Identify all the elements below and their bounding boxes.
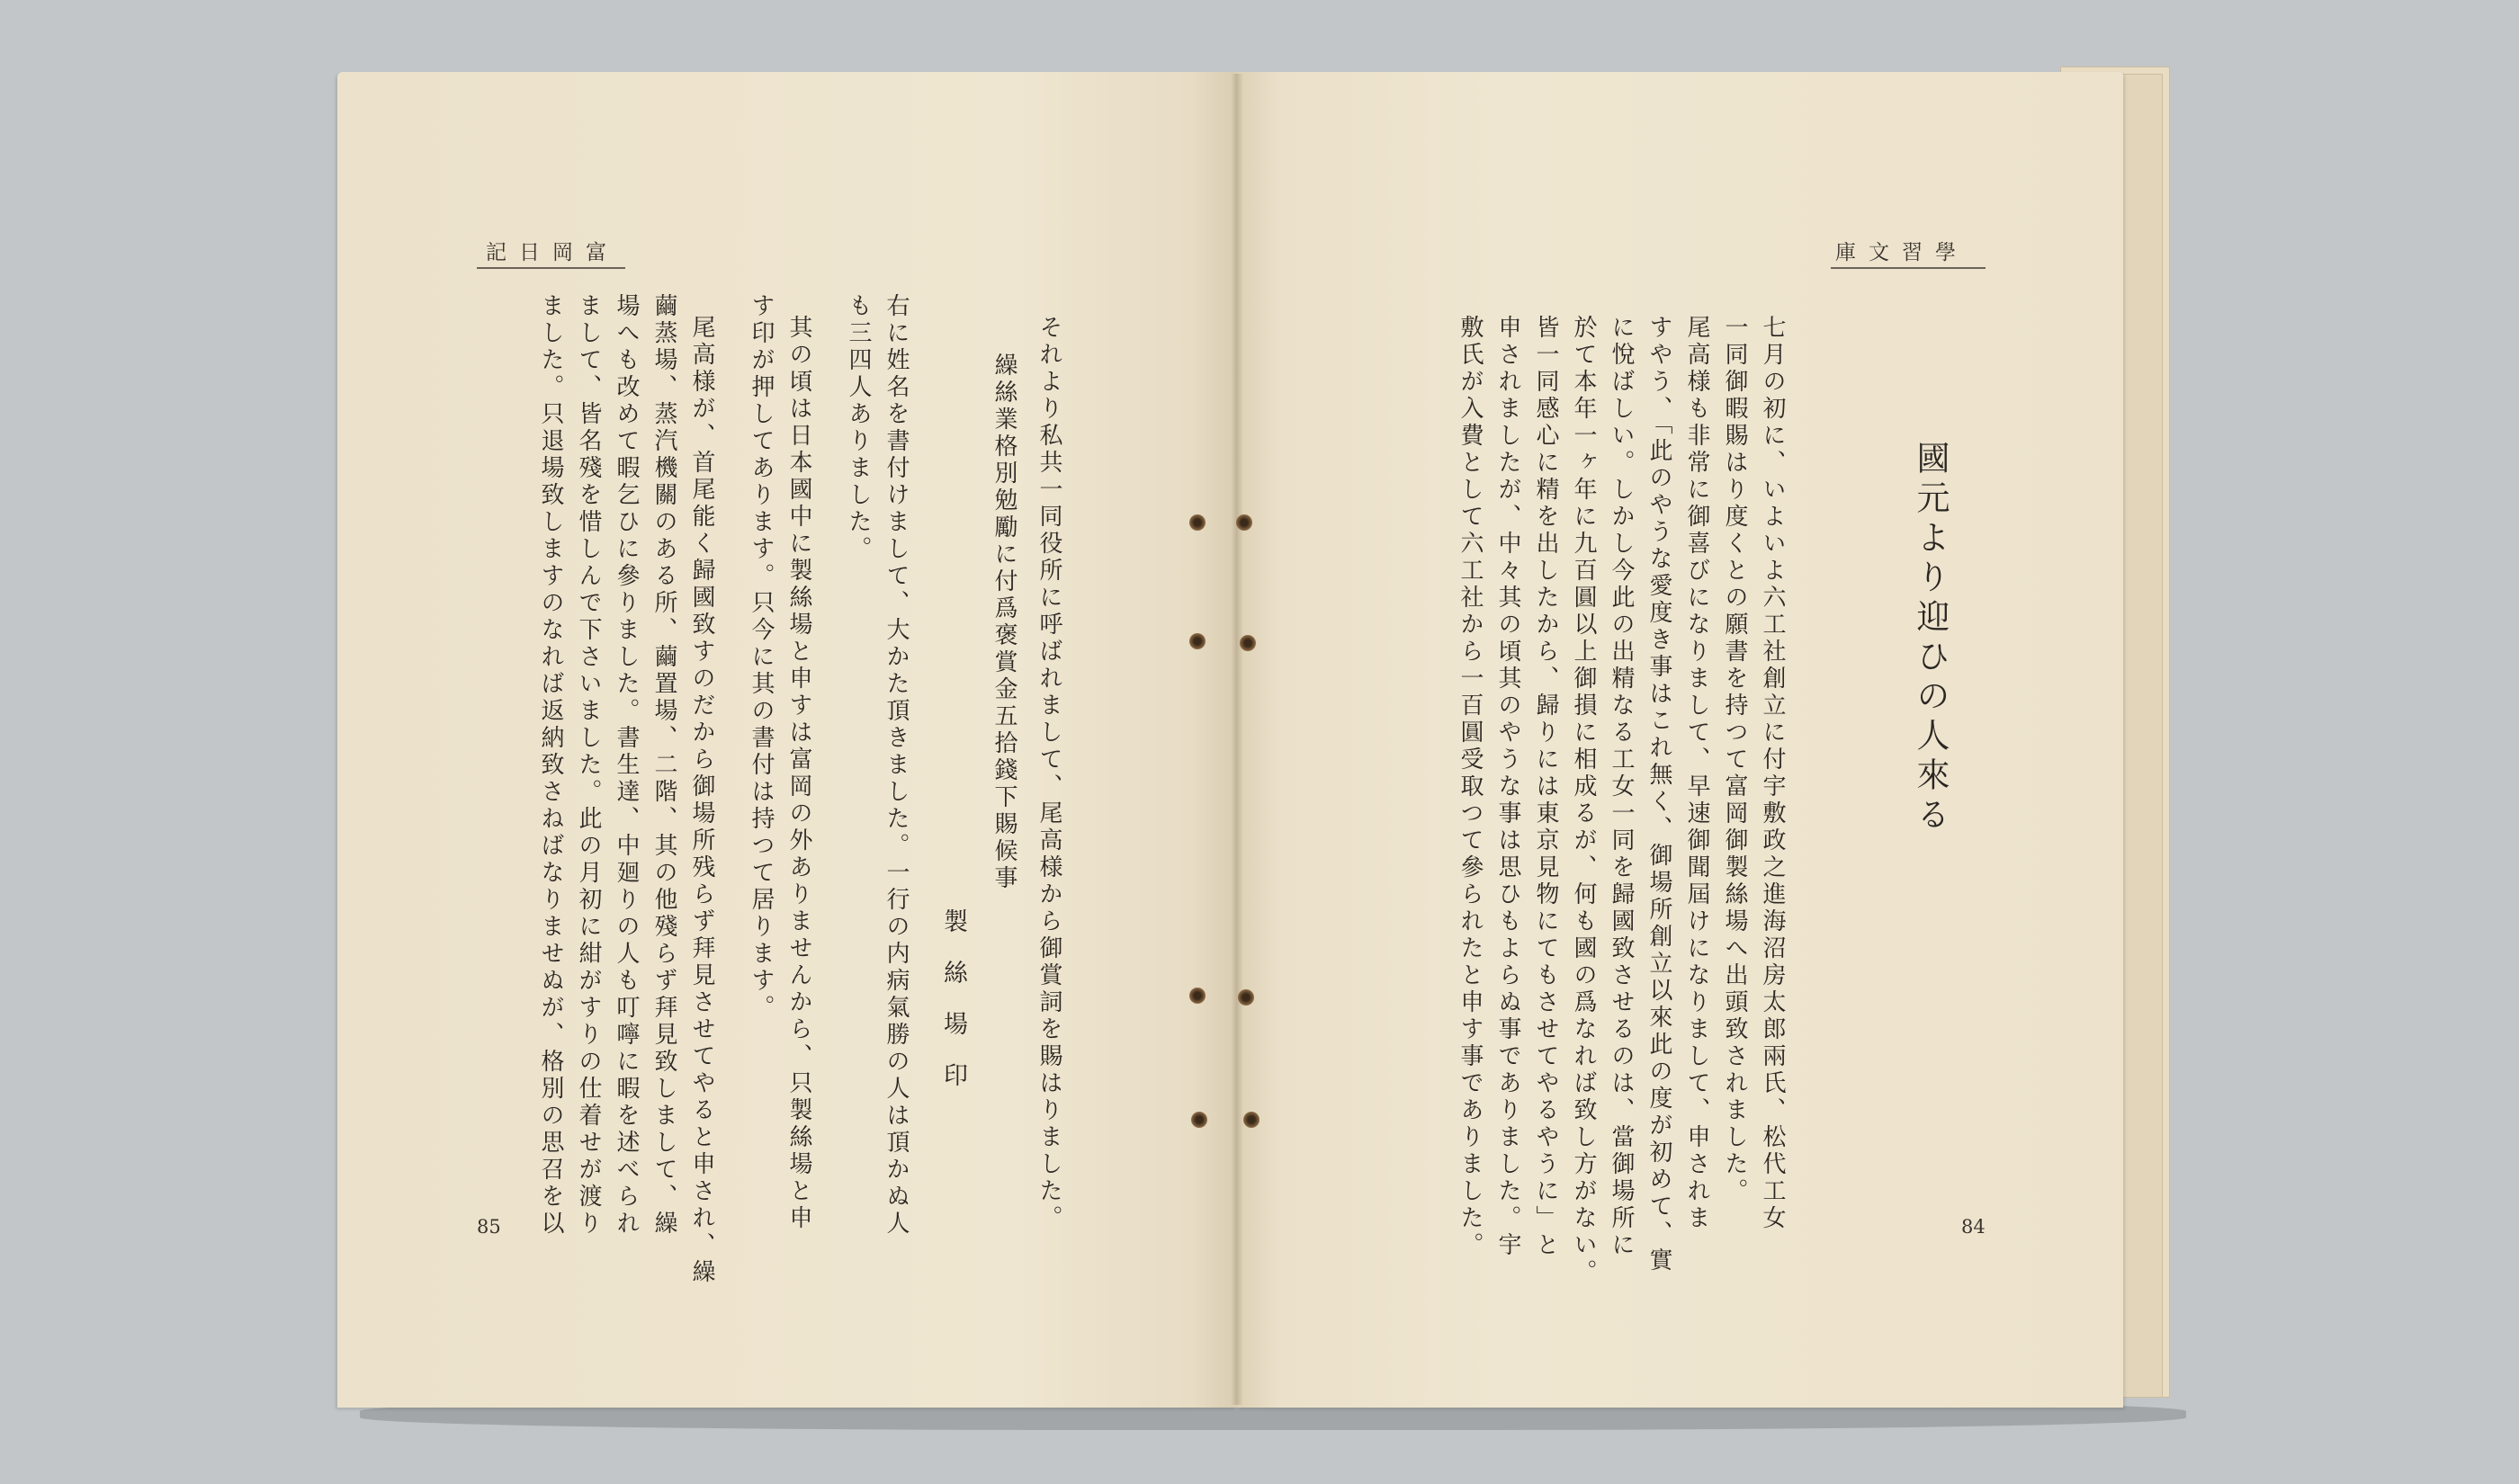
text-line: 繭蒸場、蒸汽機關のある所、繭置場、二階、其の他殘らず拜見致しまして、繰 bbox=[650, 293, 677, 1238]
text-line: 於て本年一ヶ年に九百圓以上御損に相成るが、何も國の爲なれば致し方がない。 bbox=[1570, 315, 1597, 1286]
binding-hole bbox=[1240, 635, 1256, 651]
binding-hole bbox=[1236, 514, 1252, 531]
text-line: それより私共一同役所に呼ばれまして、尾高様から御賞詞を賜はりました。 bbox=[1035, 315, 1062, 1232]
text-line: 尾高様が、首尾能く歸國致すのだから御場所残らず拜見させてやると申され、繰 bbox=[688, 315, 715, 1286]
text-line: 其の頃は日本國中に製絲場と申すは富岡の外ありませんから、只製絲場と申 bbox=[785, 315, 812, 1232]
text-line: 繰絲業格別勉勵に付爲褒賞金五拾錢下賜候事 bbox=[991, 353, 1017, 892]
chapter-title: 國元より迎ひの人來る bbox=[1911, 441, 1950, 836]
binding-hole bbox=[1189, 988, 1206, 1004]
text-line: 皆一同感心に精を出したから、歸りには東京見物にてもさせてやるやうに」と bbox=[1532, 315, 1559, 1259]
book-gutter bbox=[1231, 74, 1243, 1405]
text-line: 申されましたが、中々其の頃其のやうな事は思ひもよらぬ事でありました。宇 bbox=[1494, 315, 1521, 1259]
text-line: 敷氏が入費として六工社から一百圓受取つて參られたと申す事でありました。 bbox=[1457, 315, 1484, 1259]
text-line: 右に姓名を書付けまして、大かた頂きました。一行の内病氣勝の人は頂かぬ人 bbox=[883, 293, 910, 1238]
right-page bbox=[1237, 72, 2123, 1408]
text-line: 場へも改めて暇乞ひに參りました。書生達、中廻りの人も叮嚀に暇を述べられ bbox=[613, 293, 640, 1238]
text-line: 七月の初に、いよいよ六工社創立に付宇敷政之進海沼房太郎兩氏、松代工女 bbox=[1759, 315, 1786, 1232]
header-rule bbox=[1831, 267, 1986, 269]
running-header: 記日岡富 bbox=[486, 241, 619, 264]
text-line: に悅ばしい。しかし今此の出精なる工女一同を歸國致させるのは、當御場所に bbox=[1608, 315, 1635, 1259]
running-header: 庫文習學 bbox=[1835, 241, 1968, 264]
page-number: 85 bbox=[477, 1216, 501, 1238]
text-line: すやう、「此のやうな愛度き事はこれ無く、御場所創立以來此の度が初めて、實 bbox=[1645, 315, 1672, 1274]
binding-hole bbox=[1191, 1112, 1207, 1128]
text-line: も三四人ありました。 bbox=[845, 293, 872, 563]
binding-hole bbox=[1189, 514, 1206, 531]
binding-hole bbox=[1238, 989, 1254, 1006]
text-line: 尾高様も非常に御喜びになりまして、早速御聞屆けになりまして、申されま bbox=[1683, 315, 1710, 1232]
section-title: 製絲場印 bbox=[939, 908, 967, 1113]
text-line: す印が押してあります。只今に其の書付は持つて居ります。 bbox=[748, 293, 775, 1022]
text-line: まして、皆名殘を惜しんで下さいました。此の月初に紺がすりの仕着せが渡り bbox=[575, 293, 602, 1238]
binding-hole bbox=[1189, 633, 1206, 649]
text-line: ました。只退場致しますのなれば返納致さねばなりませぬが、格別の思召を以 bbox=[537, 293, 564, 1238]
binding-hole bbox=[1243, 1112, 1260, 1128]
page-number: 84 bbox=[1961, 1216, 1986, 1238]
text-line: 一同御暇賜はり度くとの願書を持つて富岡御製絲場へ出頭致されました。 bbox=[1721, 315, 1748, 1205]
header-rule bbox=[477, 267, 625, 269]
